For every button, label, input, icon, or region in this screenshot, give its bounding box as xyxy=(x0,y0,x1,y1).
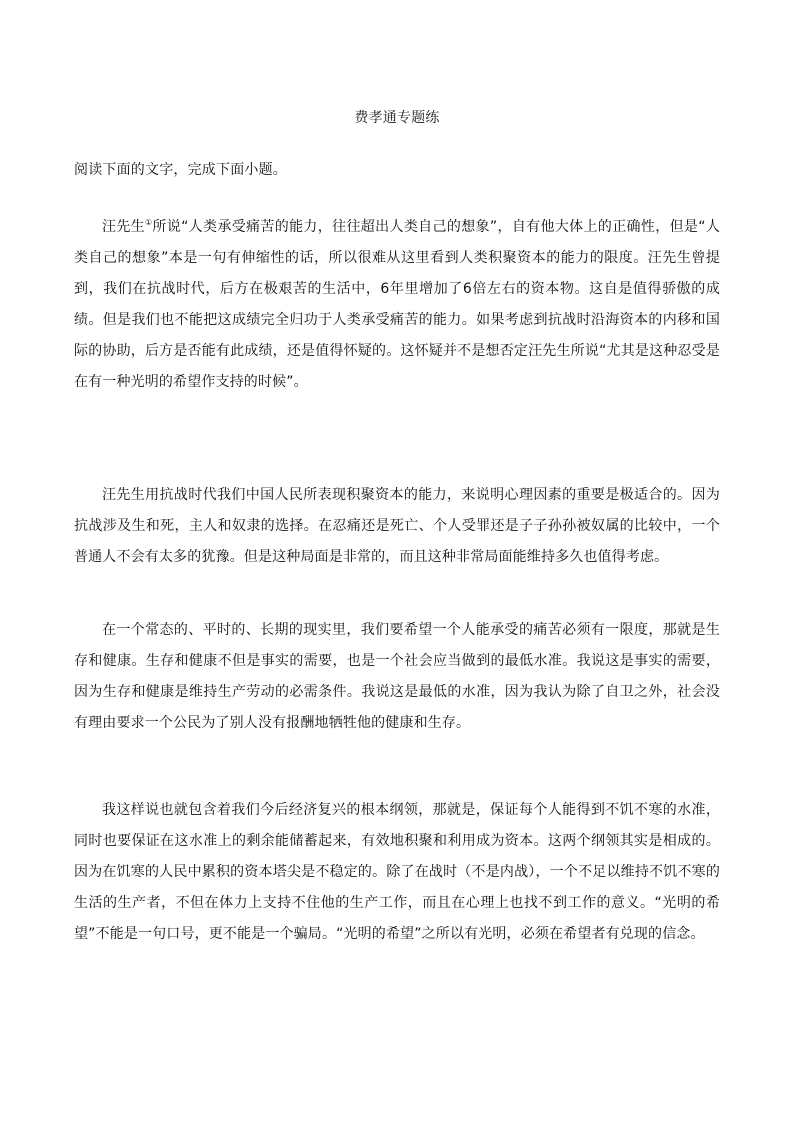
reading-instruction: 阅读下面的文字，完成下面小题。 xyxy=(74,162,287,178)
paragraph-1 xyxy=(74,212,720,398)
paragraph-2: 汪先生用抗战时代我们中国人民所表现积聚资本的能力，来说明心理因素的重要是极适合的。因为抗战涉及生和死，主人和奴隶的选择。在忍痛还是死亡、个人受罪还是子子孙孙被奴属的比较中，一个普通人不会有太多的犹豫。但是这种局面是非常的，而且这种非常局面能维持多久也值得考虑。 xyxy=(74,487,720,565)
document-title: 费孝通专题练 xyxy=(354,110,440,126)
paragraph-3: 在一个常态的、平时的、长期的现实里，我们要希望一个人能承受的痛苦必须有一限度，那就是生存和健康。生存和健康不但是事实的需要，也是一个社会应当做到的最低水准。我说这是事实的需要，因为生存和健康是维持生产劳动的必需条件。我说这是最低的水准，因为我认为除了自卫之外，社会没有理由要求一个公民为了别人没有报酬地牺牲他的健康和生存。 xyxy=(74,622,720,731)
paragraph-1-body: 所说“人类承受痛苦的能力，往往超出人类自己的想象”，自有他大体上的正确性，但是“人类自己的想象”本是一句有伸缩性的话，所以很难从这里看到人类积聚资本的能力的限度。汪先生曾提到，我们在抗战时代，后方在极艰苦的生活中，6年里增加了6倍左右的资本物。这自是值得骄傲的成绩。但是我们也不能把这成绩完全归功于人类承受痛苦的能力。如果考虑到抗战时沿海资本的内移和国际的协助，后方是否能有此成绩，还是值得怀疑的。这怀疑并不是想否定汪先生所说“尤其是这种忍受是在有一种光明的希望作支持的时候”。 xyxy=(74,219,721,390)
footnote-marker: ① xyxy=(145,218,153,227)
paragraph-4: 我这样说也就包含着我们今后经济复兴的根本纲领，那就是，保证每个人能得到不饥不寒的水准，同时也要保证在这水准上的剩余能储蓄起来，有效地积聚和利用成为资本。这两个纲领其实是相成的。因为在饥寒的人民中累积的资本塔尖是不稳定的。除了在战时（不是内战），一个不足以维持不饥不寒的生活的生产者，不但在体力上支持不住他的生产工作，而且在心理上也找不到工作的意义。“光明的希望”不能是一句口号，更不能是一个骗局。“光明的希望”之所以有光明，必须在希望者有兑现的信念。 xyxy=(74,802,720,942)
paragraph-1-start: 汪先生 xyxy=(102,219,146,235)
